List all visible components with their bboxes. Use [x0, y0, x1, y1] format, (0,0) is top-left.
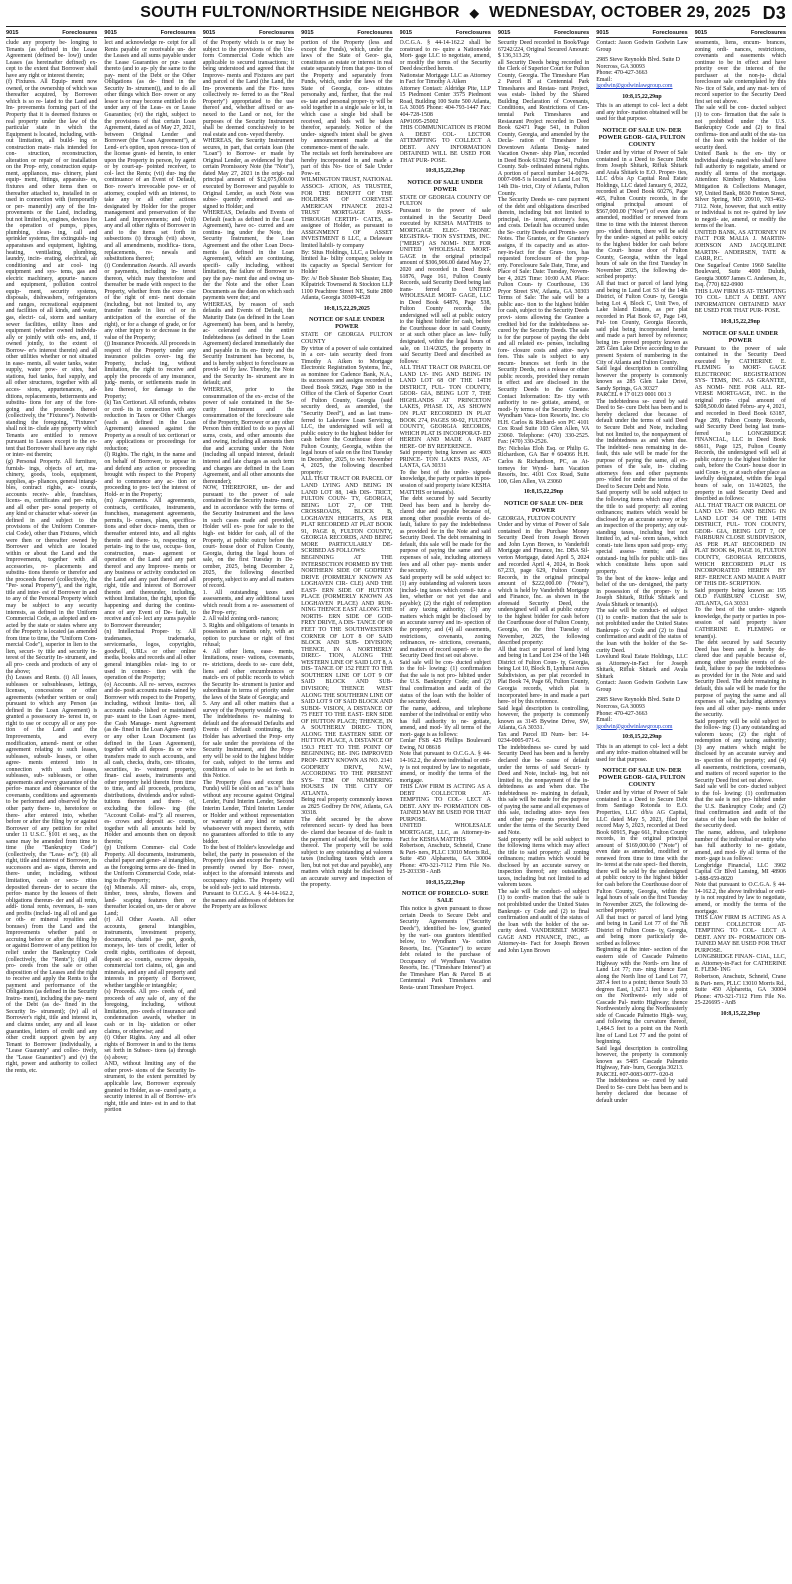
- legal-paragraph: Under and by virtue of Power of Sale contained in a Deed to Secure Debt from Santiago Rotonda to E.O. Properties, LLC d/b/a AG Capital, LLC dated May 5, 2023, filed for record May 5, 2023, recorded at Deed Book 60915, Page 661, Fulton County records, in the original principal amount of $169,000.00 ("Note") of even date as amended, modified or renewed from time to time with the in- terest at the rate speci- fied therein, there will be sold by the undersigned at public outcry to the highest bidder for cash before the Courthouse door of Fulton County, Georgia, within the legal hours of sale on the first Tuesday in November 2025, the following de- scribed property:: [596, 790, 688, 915]
- legal-paragraph: 3. Rights and obligations of tenants in possession as tenants only, with an option to purchase or right of first refusal;: [202, 622, 295, 649]
- legal-paragraph: (m) Agreements. All agreements, contracts, certificates, instruments, franchises, management agreements, permits, li- censes, plans, specifica- tions and other docu- ments, then or thereafter entered into, and all rights therein and there- to, respecting or pertain- ing to the use, occupa- tion, construction, man- agement or operation of the Land and any part thereof and any Improve- ments or any business or activity conducted on the Land and any part thereof and all right, title and interest of Borrower therein and thereunder, including, without limitation, the right, upon the happening and during the continu- ance of any Event of De- fault, to receive and col- lect any sums payable to Borrower thereunder;: [104, 498, 196, 629]
- category-code: 9015: [301, 30, 314, 36]
- legal-paragraph: (q) Minerals. All miner- als, crops, timber, trees, shrubs, flowers and land- scaping features then or thereafter located on, un- der or above Land;: [104, 884, 196, 917]
- legal-paragraph: Said property being known as: 4003 PRINCE- TON LAKES PASS, AT- LANTA, GA 30331: [399, 450, 491, 470]
- legal-paragraph: Contact: Jason Godwin Godwin Law Group: [596, 40, 688, 53]
- classified-columns: [6, 30, 786, 1580]
- legal-paragraph: This notice is given pursuant to those certain Deeds to Secure Debt and Security Agreements ("Security Deeds"), identified be- low, granted by the vari- ous grantors identified below, to Wyndham Va- cation Resorts, Inc. ("Grantee") to secure debt related to the purchase of Occupancy of Wyndham Vacation Resorts, Inc. ("Timeshare Interest") at the Timeshare Plan & Parcel B at Centennial Park Timeshares and Resta- urant Timeshare Project.: [399, 906, 491, 991]
- legal-paragraph: AND, without limiting any of the other provi- sions of the Security In- strument, to the extent permitted by applicable law, Borrower expressly granted to Holder, as se- cured party, a security interest in all of Borrow- er's right, title and inter- est in and to that portion: [104, 1061, 196, 1114]
- legal-paragraph: (j) Insurance Proceeds. All proceeds in respect of the Property under any insurance policies cover- ing the Property, includ- ing, without limitation, the right to receive and apply the proceeds of any insurance, judg- ments, or settlements made in lieu thereof, for damage to the Property;: [104, 341, 196, 400]
- category-name: Foreclosures: [62, 30, 98, 36]
- category-code: 9015: [694, 30, 708, 36]
- legal-paragraph: This is an attempt to col- lect a debt and any infor- mation obtained will be used for that purpose.: [596, 743, 688, 763]
- legal-paragraph: UNITED BANK, AS ATTORNEY IN FACT FOR MALIA J. MARTIN- JOHNSON AND JACQUELINE MARTIN- ANDERSEN, TATE & CARR, P.C.: [694, 229, 786, 263]
- legal-paragraph: The indebtedness re- maining to default and the aforesaid Defaults and Events of Default continuing, the Holder has advertised the Prop- erty for sale under the provisions of the Security Instrument, and the Prop- erty will be sold to the highest bidder for cash, subject to the terms and conditions of sale to be set forth in this Notice.: [202, 714, 295, 780]
- category-name: Foreclosures: [258, 30, 295, 36]
- legal-paragraph: Security Deed recorded in Book/Page 67242/224, Original Secured Amount: $ 136,313.29;: [497, 40, 590, 60]
- email-link[interactable]: jgodwin@godwinlawgroup.com: [596, 723, 673, 730]
- category-code: 9015: [497, 30, 511, 36]
- legal-paragraph: lect and acknowledge re- ceipt for all Rents payable or receivable un- der the Leases and all sums payable under the Lease Guaranties or pur- suant thereto (and to ap- ply the same to the pay- ment of the Debt or the Other Obligations (as de- fined in the Security In- strument)), and to do all other things which Bor- rower or any lessor is or may become entitled to do under any of the Leas- es or Lease Guaranties; (vi) the right, subject to the provisions of that certain Loan Agreement, dated as of May 27, 2021, between Original Lender and Borrower (the "Loan Agreement"), at Lend- er's option, upon revoca- tion of the license grant- ed herein, to enter upon the Property in person, by agent or by court-ap- pointed receiver, to col- lect the Rents; (vii) dur- ing the continuance of an Event of Default, Bor- rower's irrevocable pow- er of attorney, coupled with an interest, to take any or all other actions designated by Holder for the proper management and preservation of the Land and Improvements; and (viii) any and all other rights of Borrower in and to the items set forth in subsections (i) through (vii) above, and all amendments, modifica- tions, replacements, re- newals and substitutions thereof;: [104, 40, 196, 263]
- legal-paragraph: (g) Personal Property. All furniture, furnish- ings, objects of art, ma- chinery, goods, tools, equipment, supplies, ap- pliances, general intangi- bles, contract rights, ac- counts, accounts receiv- able, franchises, licens- es, certificates and per- mits, and all other per- sonal property of any kind or character what- soever (as defined in and subject to the provisions of the Uniform Commer- cial Code), other than Fixtures, which were then or thereafter owned by Borrower and which are located within or about the Land and the Improvements, together with all accessories, re- placements and substitu- tions thereto or therefor and the proceeds thereof (collectively, the "Per- sonal Property"), and the right, title and inter- est of Borrower in and to any of the Personal Property which may be subject to any security interests, as defined in the Uniform Commercial Code, as adopted and en- acted by the state or states where any of the Property is located (as amended from time to time, the "Uniform Com- mercial Code"), superior in lien to the lien, securi- ty title and security in- terest of the Security In- strument, and all pro- ceeds and products of any of the above;: [6, 459, 98, 675]
- legal-paragraph: The debt secured by said Security Deed has been and is hereby de- clared due and payable because of, among other possible events of de- fault, failure to pay the indebtedness as provided for in the Note and said Security Deed. The debt remaining in default, this sale will be made for the purpose of paying the same and all expenses of sale, including attorneys fees and all other pay- ments under the security.: [694, 640, 786, 719]
- legal-paragraph: all Security Deeds being recorded in the Clerk of Superior Court for Fulton County, Georgia. The Timeshare Plan 2 Parcel B at Centennial Park Timeshares and Restau- rant Project, was estab- lished by the Shared Building Declaration of Covenants, Conditions, and Restrictions of Cen- tennial Park Timeshares and Restaurant Project recorded in Deed Book 62471 Page 541, in Fulton County, Georgia, and amended by the Decla- ration of Timeshare for Downtown Atlanta Desig- nated Vacation Owner- ship Plan, recorded in Deed Book 61302 Page 541, Fulton County. Sub- ordinated mineral rights. A portion of parcel number 14-0079-0007-098-5 is located in Land Lot 78, 14th Dis- trict, City of Atlanta, Fulton County.: [497, 59, 590, 197]
- legal-paragraph: (k) Tax Certiorari. All refunds, rebates or cred- its in connection with any reduction in Taxes or Other Charges (each as defined in the Loan Agreement) assessed against the Property as a result of tax certiorari or any applications or proceedings for reduction;: [104, 400, 196, 452]
- publication-dates: 10:8,15,22,29np: [425, 168, 465, 175]
- legal-paragraph: Cenlar FSB 425 Phillips Boulevard Ewing, NJ 08618: [399, 738, 491, 751]
- classified-column: [104, 30, 195, 1580]
- legal-paragraph: Lovelund Real Estate Holdings, LLC as Attorney-in-Fact for Joseph Shitark, Rifluk Shitark and Avala Shitark: [596, 654, 688, 680]
- legal-paragraph: STATE OF GEORGIA FULTON COUNTY: [301, 332, 393, 345]
- legal-paragraph: portion of the Property (less and except the Funds), which, under the laws of the State of Geor- gia, constitutes an estate or interest in real estate separately from that por- tion of the Property and separately from Funds, which, under the laws of the State of Georgia, con- stitutes personalty and, further, that the real es- tate and personal proper- ty will be sold together in a single sale or lot, in which case a single bid shall be received, and bids will be taken therefor, separately. Notice of the under- signed's intent shall be given by announcement made at the commence- ment of the sale.: [301, 40, 393, 151]
- legal-paragraph: 2. All valid zoning ordi- nances;: [202, 616, 279, 623]
- category-code: 9015: [104, 30, 117, 36]
- address-line: Phone: 470-427-3663: [596, 70, 648, 77]
- legal-paragraph: O.C.G.A. § 44-14-162.2 shall be construed to re- quire a Nationwide Mort- gage LLC to negotiate, amend, or modify the terms of the Security Deed described herein.: [399, 40, 491, 73]
- legal-paragraph: BEGINNING AT THE INTERSECTION FORMED BY THE NORTHERN SIDE OF GODFREY DRIVE (FORMERLY KNOWN AS LOGHAVEN CIR- CLE) AND THE EAST- ERN SIDE OF HUTTON PLACE (FORMERLY KNOWN AS LOGHAVEN PLACE) AND RUN- NING THENCE EAST ALONG THE NORTH- ERN SIDE OF GOD- FREY DRIVE, A DIS- TANCE OF 60 FEET TO THE SOUTHWESTERN CORNER OF LOT 8 OF SAID BLOCK AND SUB- DIVISION; THENCE, IN A NORTHERLY DIREC- TION, ALONG THE WESTERN LINE OF SAID LOT 8, A DIS- TANCE OF 152 FEET TO THE SOUTHERN LINE OF LOT 9 OF SAID BLOCK AND SUB- DIVISION; THENCE WEST ALONG THE SOUTHERN LINE OF SAID LOT 9 OF SAID BLOCK AND SUBDI- VISION, A DISTANCE OF 75 FEET TO THE EAST- ERN SIDE OF HUTTON PLACE; THENCE, IN A SOUTHERLY DIREC- TION, ALONG THE EASTERN SIDE OF HUTTON PLACE, A DISTANCE OF 150.3 FEET TO THE POINT OF BEGINNING; BE- ING IMPROVED PROP- ERTY KNOWN AS NO. 2141 GODFREY DRIVE, N.W., ACCORDING TO THE PRESENT SYS- TEM OF NUMBERING HOUSES IN THE CITY OF ATLANTA.: [301, 555, 393, 797]
- legal-paragraph: Said legal description is controlling however, the property is commonly known as 5485 Cascade Palmetto Highway, Fair- burn, Georgia 30213.: [596, 1045, 688, 1072]
- legal-paragraph: Said sale will be con- ducted subject to the fol- lowing: (1) confirmation that the sale is not pro- hibited under the U.S. Bankruptcy Code; and (2) final confirmation and audit of the status of the loan with the holder of the security deed.: [694, 784, 786, 830]
- legal-paragraph: GEORGIA, FULTON COUNTY: [497, 515, 576, 522]
- category-code: 9015: [399, 30, 412, 36]
- category-name: Foreclosures: [750, 30, 786, 36]
- notice-heading: NOTICE OF FORECLO- SURE SALE: [401, 890, 489, 905]
- column-category-header: [596, 30, 687, 38]
- legal-paragraph: WHEREAS, by reason of such defaults and Events of Default, the Maturity Date (as defined in the Loan Agreement) has been, and is hereby, ac- celerated and the entire Indebtedness (as defined in the Loan Agreement) declared immediately due and payable in its en- tirety and the Security Instrument has become, is, and is hereby subject to foreclosure as provid- ed by law. Thereby, the Note and the Security In- strument are in default; and: [202, 301, 295, 387]
- legal-paragraph: LONGBRIDGE FINAN- CIAL, LLC, as Attorney-in-Fact for CATHERINE E. FLEM- ING: [694, 954, 786, 974]
- category-name: Foreclosures: [554, 30, 590, 36]
- legal-paragraph: Nationstar Mortgage LLC as Attorney in Fact for Timothy A Aiken: [399, 72, 491, 86]
- column-category-header: [104, 30, 195, 38]
- classified-column: [6, 30, 97, 1580]
- legal-paragraph: WHEREAS, the Security Instrument secures, in part, that certain loan (the "Loan") to Borrow- er made by Original Lender, as evidenced by that certain Promissory Note (the "Note"), dated May 27, 2021 in the origi- nal principal amount of $12,075,000.00 executed by Borrower and payable to Original Lender, as such Note was subse- quently endorsed and as- signed to Holder; and: [202, 138, 295, 210]
- legal-paragraph: ALL THAT TRACT OR PARCEL OF LAND LY- ING AND BEING IN LAND LOT 34 OF THE 14TH DISTRICT, FUL- TON COUNTY, GEOR- GIA, BEING LOT 7, OF FAIRBURN CLOSE SUBDIVISION, AS PER PLAT RECORDED IN PLAT BOOK 84, PAGE 16, FULTON COUNTY, GEORGIA RECORDS, WHICH RECORDED PLAT IS INCORPORATED HEREIN BY REF- ERENCE AND MADE A PART OF THIS DE- SCRIPTION.: [694, 502, 786, 588]
- publication-dates: 10:8,15,22,29np: [425, 879, 465, 886]
- legal-paragraph: The recitals set forth hereinabove are hereby incorporated in and made a part of this No- tice of Sale Under Pow- er.: [301, 151, 393, 177]
- column-category-header: [6, 30, 97, 38]
- legal-paragraph: PARCEL #07-0083-0077- 020-8: [596, 1071, 674, 1078]
- legal-paragraph: Under and by virtue of Power of Sale contained in the Purchase Money Security Deed from Joseph Brown and John Lynn Brown, to Vanderbilt Mortgage and Finance, Inc. DBA Sil- verton Mortgage, dated April 5, 2024 and recorded April 4, 2024, in Book 67,233, page 629, Fulton County Records, in the original principal amount of $222,000.00 ("Note"), which is held by Vanderbilt Mortgage and Finance, Inc. as shown in the aforesaid Security Deed, the undersigned will sell at public outcry to the highest bidder for cash before the Courthouse door of Fulton County, Georgia, on the first Tuesday of November, 2025, the following described property:: [497, 522, 590, 647]
- legal-paragraph: Said legal description is controlling however the property is commonly known as 285 Glen Lake Drive, Sandy Springs, GA 30327: [596, 366, 688, 392]
- legal-paragraph: clude any property be- longing to Tenants (as defined in the Lease Agreement (defined be- low)) under Leases (as hereinafter defined) ex- cept to the extent that Borrower shall have any right or interest therein;: [6, 40, 98, 79]
- legal-paragraph: Under and by virtue of Power of Sale contained in a Deed to Secure Debt from Joseph Shitark, Rifluk Shitark and Arala Shitark to E.O. Proper- ties, LLC d/b/a Ap Capital Real Estate Holdings, LLC dated January 6, 2022, recorded at Deed Book 60276, Page 465, Fulton County records, in the original principal amount of $567,000.00 ("Note") of even date as amended, modified or renewed from time to time with the interest thereon pro- vided therein, there will be sold by the under- signed at public outcry to the highest bidder for cash before the Court- house door of Fulton County, Georgia, within the legal hours of sale on the first Tuesday in November 2025, the following de- scribed property:: [596, 150, 688, 281]
- legal-paragraph: The debt secured by said Security Deed has been and is hereby de- clared due and payable because of, among other possible events of de- fault, failure to pay the indebtedness as provided for in the Note and said Security Deed. The debt remaining in default, this sale will be made for the purpose of paying the same and all expenses of sale, including attorneys fees and all other pay- ments under the security.: [399, 496, 491, 575]
- legal-paragraph: of the Property which is or may be subject to the provisions of the Uni- form Commercial Code which are applicable to secured transactions; it being understood and agreed that the Improve- ments and Fixtures are part and parcel of the Land (the Land, the Im- provements and the Fix- tures collectively re- ferred to as the "Real Property") appropriated to the use thereof and, whether affixed or an- nexed to the Land or not, for the purposes of the Security Instrument shall be deemed conclusively to be real estate and con- veyed thereby.: [202, 40, 295, 138]
- legal-paragraph: The indebtedness se- cured by said Security Deed has been and is hereby declared due be- cause of default under the terms of said Securi- ty Deed and Note, includ- ing, but not limited to, the nonpayment of the in- debtedness as and when due. The indebtedness re- maining in default, this sale will be made for the purpose of paying the same and all expenses of this sale, including attor- neys fees and other pay- ments provided for under the terms of the Security Deed and Note.: [497, 744, 590, 836]
- legal-paragraph: Said property will be sold subject to: (1) any outstanding ad valorem taxes (includ- ing taxes which consti- tute a lien, whether or not yet due and payable); (2) the right of redemption of any taxing authority; (3) any matters which might be disclosed by an accurate survey and in- spection of the property; and (4) all easements, restrictions, covenants, zoning ordinances, re- strictions, covenants, and matters of record superi- or to the Security Deed first set out above.: [399, 574, 491, 660]
- legal-paragraph: Tax and Parcel ID Num- ber: 14-0234-0005-071-6.: [497, 731, 590, 745]
- legal-paragraph: The Security Deeds se- cure payment of the debt and obligations described therein, including but not limited to principal, in- terest, attorney's fees, and costs. Default has occurred under the Se- curity Deeds and Promis- sory Notes. The Grantee, or the Grantee's assigns, if its capacity and as attor- ney-in-fact for the Gran- tors, has requested foreclosure of the prop- erty. Foreclosure Sale Date, Time, and Place of Sale: Date: Tuesday, Novem- ber 4, 2025 Time: 10:00 A.M. Place: Fulton Coun- ty Courthouse, 136 Pryor Street SW, Atlanta, GA 30303 Terms of Sale: The sale will be a public auc- tion to the highest bidder for cash, subject to the Security Deeds provi- sions allowing the Grantee a credited bid for the indebtedness se- cured by the Security Deeds. The sale is for the purpose of paying the debt and all related ex- penses, including fore- closure costs and attor- ney's fees. This sale is subject to any encum- brances set forth in the Security Deeds, not a release or other public records, provided they remain in effect and are disclosed in the Security Deeds to the Grantee. Contact Information: En- tity with authority to ne- gotiate, amend, or modi- fy terms of the Security Deeds: Wyndham Vaca- tion Resorts, Inc. c/o H.H. Carlos & Richard- son PC 4101 Cox Road Suite 103 Glen Allen, VA 23060. Telephone: (470) 330-2525. Fax: (470) 330-2526.: [497, 197, 590, 446]
- legal-paragraph: ALL THAT TRACT OR PARCEL OF LAND LYING AND BEING IN LAND LOT 88, 14th DIS- TRICT, FULTON COUN- TY, GEORGIA, BEING LOT 27, OF THE CROSSROADS, BLOCK B, LOGHAVEN HEIGHTS, AS PER PLAT RECORDED AT PLAT BOOK 91, PAGE 8, FULTON COUNTY, GEORGIA RECORDS, AND BEING MORE PARTICULARLY DE- SCRIBED AS FOLLOWS:: [301, 476, 393, 555]
- email-label: Email:: [596, 76, 612, 83]
- address-line: 2985 Steve Reynolds Blvd. Suite D Norcross, GA 30093: [596, 57, 681, 70]
- legal-paragraph: The sale will be conduct- ed subject (1) to confir- mation that the sale is not prohibited under the United States Bankrupt- cy Code and (2) to final confirmation and audit of the status of the loan with the holder of the se- curity deed. VANDERBILT MORT- GAGE AND FINANCE, INC., as Attorney-in- Fact for Joseph Brown and John Lynn Brown: [497, 888, 590, 954]
- legal-paragraph: The debt secured by the above referenced securi- ty deed has been de- clared due because of de- fault in the payment of said debt, for the terms thereof. The property will be sold subject to any outstanding ad valorem taxes (including taxes which are a lien, but not yet due and payable), any matters which might be disclosed by an accurate survey and inspection of the property.: [301, 816, 393, 889]
- legal-paragraph: By virtue of a power of sale contained in a cer- tain security deed from Timothy A Aiken to Mortgage Electronic Registration Systems, Inc., as nominee for Cadence Bank, N.A., its successors and assigns recorded in Deed Book 59626, Page 380 in the Office of the Clerk of Superior Court of Fulton County, Georgia (said security deed, as amended, the "Security Deed"), and as last trans- ferred to Lakeview Loan Servicing, LLC, the undersigned will sell at public outcry to the highest bidder for cash before the Courthouse door of Fulton County, Georgia, within the legal hours of sale on the first Tuesday in December, 2025, to wit: November 4, 2025, the following described property:: [301, 345, 393, 476]
- email-label: Email:: [596, 717, 612, 724]
- legal-paragraph: (s) Proceeds. All pro- ceeds of, and proceeds of any sale of, any of the foregoing, including, without limitation, pro- ceeds of insurance and condemnation awards, whether in cash or in liq- uidation or other claims, or otherwise; and: [104, 989, 196, 1035]
- legal-paragraph: sessments, liens, encum- brances, zoning ordi- nances, restrictions, covenants and easements which continue to be in effect and have priority over the interest of the purchaser at the non-ju- dicial foreclosure sale contemplated by this No- tice of Sale, and any mat- ters of record superior to the Security Deed first set out above.: [694, 40, 786, 105]
- legal-paragraph: Being real property commonly known as 2825 Godfrey Dr NW, Atlanta, GA 30318.: [301, 797, 393, 817]
- legal-paragraph: Said property will be sold subject to the follow- ing: (1) any outstanding ad valorem taxes; (2) the right of redemption of any taxing authority; (3) any matters which might be disclosed by an accurate survey and in- spection of the property; and (4) all easements, restrictions, covenants, and matters of record superior to the Security Deed first set out above.: [694, 718, 786, 784]
- column-category-header: [498, 30, 589, 38]
- column-category-header: [695, 30, 786, 38]
- legal-paragraph: United Bank is the en- tity or individual desig- nated who shall have full authority to negotiate, amend or modify all terms of the mortgage. Attention: Kimberly Mattson, Loss Mitigation & Collections Manager, VP, United Bank, 8630 Fenton Street, Silver Spring, MD 20910, 703-462-7112. Note, however, that such entity or individual is not re- quired by law to negoti- ate, amend, or modify the terms of the loan.: [694, 151, 786, 230]
- classified-column: [695, 30, 786, 1580]
- legal-paragraph: 4. All other liens, ease- ments, limitations, reser- vations, covenants, re- strictions, deeds to se- cure debt, liens and other encumbrances or match- ers of public records to which the Security In- strument is junior and subordinate in terms of priority under the laws of the State of Georgia; and: [202, 648, 295, 701]
- legal-paragraph: Beginning at the inter- section of the eastern side of Cascade Palmetto Highway with the North- ern line of Land Lot 77; run- ning thence East along the North line of Land Lot 77, 287.4 feet to a point; thence South 33 degrees East, 1,627.1 feet to a point on the Northwest- erly side of Cascade Pal- metto Highway; thence Northwesterly along the Northeasterly side of Cascade Palmetto High- way, and following the curvature thereof, 1,484.5 feet to a point on the North line of Land Lot 77 and the point of beginning.: [596, 947, 688, 1046]
- legal-paragraph: (t) Other Rights. Any and all other rights of Borrower in and to the items set forth in Subsec- tions (a) through (s) above;: [104, 1035, 196, 1061]
- legal-paragraph: (l) Rights. The right, in the name and on behalf of Borrower, to appear in and defend any action or proceeding brought with respect to the Property and to commence any ac- tion or proceeding to pro- tect the interest of Hold- er in the Property;: [104, 452, 196, 498]
- legal-paragraph: The Property (less and except the Funds) will be sold on an "as is" basis without any recourse against Original Lender, Fund Interim Lender, Second Interim Lender, Third Interim Lender or Holder and without representation or warranty of any kind or nature whatsoever with respect thereto, with no guarantees afforded to title to any bidder.: [202, 779, 295, 845]
- legal-paragraph: ALL THAT TRACT OR PARCEL OF LAND LY- ING AND BEING IN LAND LOT 68 OF THE 14TH DISTRICT, FUL- TON COUNTY, GEOR- GIA, BEING LOT 7, THE HIGHLANDS AT PRINCETON LAKES, PHASE IX, AS SHOWN ON PLAT RECORDED IN PLAT BOOK 274, PAGES 90-92, FULTON COUNTY, GEORGIA RECORDS, WHICH PLAT IS INCORPORAT- ED HEREIN AND MADE A PART HERE- OF BY REFERENCE.: [399, 365, 491, 450]
- legal-paragraph: Said property will be sold subject to the following items which may affect the title to said property: all zoning ordinances; matters which would be disclosed by an accurate survey or inspection thereof; any outstanding taxes, including but not limited to ad valorem taxes.: [497, 836, 590, 889]
- legal-paragraph: To the best of the under- signeds knowledge, the party or parties in pos- session of said property is/are KESHA MATTHIS or tenant(s).: [399, 469, 491, 496]
- classified-column: [596, 30, 687, 1580]
- legal-paragraph: Attorney Contact: Aldridge Pite, LLP 15 Piedmont Center 3575 Piedmont Road, Building 100 Suite 500 Atlanta, GA 30305 Phone: 404-793-1447 Fax: 404-728-1508: [399, 85, 491, 119]
- section-title: SOUTH FULTON/NORTHSIDE NEIGHBOR: [140, 4, 460, 21]
- category-name: Foreclosures: [160, 30, 196, 36]
- legal-paragraph: By: Situs Holdings, LLC, a Delaware limited lia- bility company, solely in its capacity as Special Servicer for Holder: [301, 249, 393, 276]
- classified-column: [301, 30, 392, 1580]
- publication-dates: 10:8,15,22,29np: [622, 734, 662, 741]
- legal-paragraph: Contact: Jason Godwin Godwin Law Group: [596, 680, 688, 693]
- legal-paragraph: THIS COMMUNICATION IS FROM A DEBT COL- LECTOR ATTEMPTING TO COLLECT A DEBT. ANY INFORMATION OBTAINED WILL BE USED FOR THAT PUR- POSE.: [399, 125, 491, 164]
- column-category-header: [400, 30, 491, 38]
- legal-paragraph: To the best of Holder's knowledge and belief, the party in possession of the Property (less and except the Funds) is presently owned by Bor- rower, subject to the aforesaid interests and occupancy rights. The Property will be sold sub- ject to said interests.: [202, 845, 295, 891]
- legal-paragraph: Robertson, Anschutz, Schneid, Crane & Part- ners, PLLC 13010 Morris Rd., Suite 450 Alpharetta, GA 30004 Phone: 470-321-7112 Firm File No. 25-226695 - AnB: [694, 974, 786, 1007]
- publication-dates: 10:8,15,22,29,2025: [323, 305, 370, 312]
- email-link[interactable]: jgodwin@godwinlawgroup.com: [596, 83, 673, 90]
- legal-paragraph: Longbridge Financial, LLC 3902 Capital Cir Blvd Lansing, MI 48906 1-888-659-8020: [694, 862, 786, 882]
- page-number: D3: [762, 2, 786, 23]
- category-code: 9015: [202, 30, 216, 36]
- legal-paragraph: Note that pursuant to O.C.G.A. § 44-14-162.2, the above individual or enti- ty is not required by law to negotiate, amend, or modify the terms of the mortgage.: [694, 882, 786, 915]
- legal-paragraph: By: Nicholas Eloh Esq. or Philip G. Richardson, GA Bar # 604066 H.H. Carlos & Richardson, PC, as At- torneys for Wynd- ham Vacation Resorts, Inc. 4101 Cox Road, Suite 100, Glen Allen, VA 23060: [497, 445, 590, 485]
- publication-dates: 10:8,15,22,29np: [720, 318, 761, 325]
- legal-paragraph: All that tract or parcel of land lying and being in Land Lot 53 of the 14th District, of Fulton Coun- ty, Georgia being Lot 4, Block C, Unit Two, of Lake Island Estates, as per plat recorded in Plat Book 67, Page 149, Ful- ton County, Georgia Records, said plat being incorporated herein and made a part hereof by reference; being im- proved property known as 285 Glen Lake Drive according to the present System of numbering in the City of Atlanta and Fulton County.: [596, 280, 688, 366]
- legal-paragraph: (o) Accounts. All re- serves, escrows and de- posit accounts main- tained by Borrower with respect to the Property, including, without limita- tion, all accounts estab- lished or maintained pur- suant to the Loan Agree- ment, the Cash Manage- ment Agreement (as de- fined in the Loan Agree- ment) or any other Loan Document (as defined in the Loan Agreement), together with all depos- its or wire transfers made to such accounts, and all cash, checks, drafts, cer- tificates, securities, in- vestment property, finan- cial assets, instruments and other property held therein from time to time, and all proceeds, products, distributions, dividends and/or substi- tutions thereon and there- of, excluding the follow- ing (the "Account Collat- eral"): all reserves, es- crows and deposit ac- counts, together with all amounts held by Holder and amounts then on deposit therein;: [104, 681, 196, 845]
- legal-paragraph: Note that pursuant to O.C.G.A. § 44-14-162.2, the above individual or enti- ty is not required by law to negotiate, amend, or modify the terms of the mortgage.: [399, 751, 491, 784]
- legal-paragraph: 5. Any and all other matters that a survey of the Property would re- veal.: [202, 701, 295, 714]
- legal-paragraph: (f) Fixtures. All Equip- ment now owned, or the ownership of which was thereafter acquired, by Borrower which is so re- lated to the Land and Im- provements forming part of the Property that it is deemed fixtures or real property under the law of the particular state in which the Equipment is located, including, with- out limitation, all build- ing or construction mate- rials intended for con- struction, reconstruction, alteration or repair of or installation on the Prop- erty, construction equip- ment, appliances, ma- chinery, plant equip- ment, fittings, apparatus- es, fixtures and other items then or thereafter attached to, installed in or used in connection with (temporarily or per- manently) any of the Im- provements or the Land, including, but not limited to, engines, devices for the operation of pumps, pipes, plumbing, clean- ing, call and sprinkler systems, fire extinguish- ing apparatuses and equipment, lighting, heating, ventilating, plumbing, laundry, incin- erating, electrical, air conditioning and air cool- ing equipment and sys- tems, gas and electric machinery, appurte- nances and equipment, pollution control equip- ment, security systems, disposals, dishwashers, refrigerators and ranges, recreational equipment and facilities of all kinds, and water, gas, electri- cal, storm and sanitary sewer facilities, utility lines and equipment (whether owned individu- ally or jointly with oth- ers, and, if owned jointly, to the extent of Borrow- er's interest therein) and all other utilities whether or not situated in ease- ments, all water tanks, water supply, water pow- er sites, fuel stations, fuel tanks, fuel supply, and all other structures, together with all acces- sions, appurtenances, ad- ditions, replacements, betterments and substitu- tions for any of the fore- going and the proceeds thereof (collectively, the "Fixtures"). Notwith- standing the foregoing, "Fixtures" shall not in- clude any property which Tenants are entitled to remove pursuant to Leases except to the ex- tent that Borrower shall have any right or inter- est therein;: [6, 79, 98, 459]
- notice-heading: NOTICE OF SALE UNDER POWER: [407, 178, 483, 193]
- category-code: 9015: [6, 30, 19, 36]
- address-line: 2985 Steve Reynolds Blvd. Suite D Norcross, GA 30093: [596, 697, 681, 710]
- legal-paragraph: To the best of the know- ledge and belief of the un- dersigned, the party in possession of the proper- ty is Joseph Shitark, Rifluk Shitark and Avala Shitark or tenant(s).: [596, 575, 688, 608]
- legal-paragraph: Robertson, Anschutz, Schneid, Crane & Part- ners, PLLC 13010 Morris Rd., Suite 450 Alpharetta, GA 30004 Phone: 470-321-7112 Firm File No. 25-203338 - AnB: [399, 843, 491, 876]
- legal-paragraph: By: /s/ Bob Shuster Bob Shuster, Esq. Kilpatrick Townsend & Stockton LLP 1100 Peachtree Street NE, Suite 2800 Atlanta, Georgia 30309-4528: [301, 275, 393, 302]
- legal-paragraph: UNITED WHOLESALE MORTGAGE, LLC, as Attorney-in-Fact for KESHA MATTHIS: [399, 823, 491, 843]
- email-line: [596, 717, 687, 730]
- legal-paragraph: (n) Intellectual Proper- ty. All tradenames, trademarks, servicemarks, logos, copyrights, goodwill, URLs or other online media, books and records and all other general intangibles relat- ing to or used in connec- tion with the operation of the Property;: [104, 629, 196, 682]
- notice-heading: NOTICE OF SALE UN- DER POWER GEOR- GIA, FULTON COUNTY: [598, 127, 686, 149]
- legal-paragraph: 1. All outstanding taxes and assessments, and any additional taxes which result from a re- assessment of the Prop- erty;: [202, 589, 295, 616]
- legal-paragraph: This is an attempt to col- lect a debt and any infor- mation obtained will be used for that purpose.: [596, 103, 688, 123]
- legal-paragraph: (h) Leases and Rents. (i) All leases, subleases or subsubleases, lettings, licenses, concessions or other agreements (whether written or oral) pursuant to which any Person (as defined in the Loan Agreement) is granted a possessory in- terest in, or right to use or occupy all or any por- tion of the Land and the Improvements, and every modification, amend- ment or other agreement relating to such leases, subleases, subsub- leases, or other agree- ments entered into in connection with such leases, subleases, sub- subleases, or other agreements and every guarantee of the perfor- mance and observance of the covenants, conditions and agreements to be performed and observed by the other party there- to, heretofore or there- after entered into, whether before or after the filing by or against Borrower of any petition for relief under 11 U.S.C. §101 et seq., as the same may be amended from time to time (the "Bankruptcy Code") (collectively, the "Leas- es"); (ii) all right, title and interest of Borrower, its successors and as- signs, therein and there- under, including, without limitation, cash or secu- rities deposited thereun- der to secure the perfor- mance by the lessees of their obligations thereun- der and all rents, addi- tional rents, revenues, is- sues and profits (includ- ing all oil and gas or oth- er mineral royalties and bonuses) from the Land and the Improvements whether paid or accruing before or after the filing by or against Borrower of any petition for relief under the Bankruptcy Code (collectively, the "Rents"); (iii) all pro- ceeds from the sale or other disposition of the Leases and the right to receive and apply the Rents to the payment and performance of the Obligations (as defined in the Security Instru- ment), including the pay- ment of the Debt (as de- fined in the Security In- strument); (iv) all of Borrower's right, title and interest in, and claims under, any and all lease guaranties, letters of credit and any other credit support given by any Tenant to Borrower (individually, a "Lease Guaranty" and collec- tively, the "Lease Guaranties") and (v) the right, power and authority to collect the rents, etc.: [6, 675, 98, 1074]
- legal-paragraph: WHEREAS, Defaults and Events of Default (each as defined in the Loan Agreement), have oc- curred and are continu- ing under the Note, the Security Instrument, the Loan Agreement and the other Loan Docu- ments (as defined in the Loan Agreement), which are continuing, specifi- cally including, without limitation, the failure of Borrower to pay the pay- ment due and owing un- der the Note and the other Loan Documents as the dates on which such payments were due; and: [202, 210, 295, 302]
- page-header: [6, 0, 786, 27]
- legal-paragraph: The name, address, and telephone number of the individual or entity who has full authority to ne- gotiate, amend, and mod- ify all terms of the mort- gage is as follows:: [399, 705, 491, 738]
- legal-paragraph: Said legal description is controlling, however, the property is commonly known as 3145 Bywine Drive, SW, Atlanta, GA 30331.: [497, 705, 590, 732]
- contact-address: [596, 57, 687, 90]
- legal-paragraph: The name, address, and telephone number of the individual or entity who has full authority to ne- gotiate, amend, and mod- ify all terms of the mort- gage is as follows:: [694, 829, 786, 863]
- notice-heading: NOTICE OF SALE UNDER POWER: [309, 316, 385, 331]
- notice-heading: NOTICE OF SALE UNDER POWER: [702, 329, 779, 344]
- legal-paragraph: The sale will be con- ducted subject (1) to con- firmation that the sale is not prohibited under the U.S. Bankruptcy Code and (2) to final confirma- tion and audit of the sta- tus of the loan with the holder of the security deed.: [694, 105, 786, 151]
- legal-paragraph: THIS LAW FIRM IS ACTING AS A DEBT COLLECTOR AT- TEMPTING TO COL- LECT A DEBT. ANY IN- FORMATION OB- TAINED MAY BE USED FOR THAT PURPOSE.: [694, 915, 786, 954]
- category-name: Foreclosures: [357, 30, 393, 36]
- category-code: 9015: [596, 30, 609, 36]
- legal-paragraph: Said sale will be con- ducted subject to the fol- lowing: (1) confirmation that the sale is not pro- hibited under the U.S. Bankruptcy Code; and (2) final confirmation and audit of the status of the loan with the holder of the security deed.: [399, 659, 491, 706]
- legal-paragraph: THIS LAW FIRM IS ACTING AS A DEBT COLLECTOR AT- TEMPTING TO COL- LECT A DEBT. ANY IN- FORMATION OB- TAINED MAY BE USED FOR THAT PURPOSE.: [399, 784, 491, 823]
- legal-paragraph: The sale will be conduct- ed subject (1) to confir- mation that the sale is not prohibited under the United States Bankrupt- cy Code and (2) to final confirmation and audit of the status of the loan with the holder of the Se- curity Deed.: [596, 608, 688, 654]
- legal-paragraph: NOW, THEREFORE, un- der and pursuant to the power of sale contained in the Security Instru- ment, and in accordance with the terms of the Security Instrument and the laws in such cases made and provided, Holder will ex- pose for sale to the high- est bidder for cash, all of the Property, at public outcry before the court- house door of Fulton County, Georgia, during the legal hours of sale, on the first Tuesday in De- cember, 2025, being December 2, 2025, the following described property, subject to any and all matters of record.: [202, 485, 295, 590]
- legal-paragraph: Pursuant to O.C.G.A. § 44-14-162.2, the names and addresses of debtors for the Property are as follows:: [202, 891, 295, 911]
- legal-paragraph: All that tract or parcel of land lying and being in Land Lot 77 of the 7th District of Fulton Coun- ty, Georgia, and being more particularly de- scribed as follows:: [596, 914, 688, 947]
- classified-column: [498, 30, 589, 1580]
- legal-paragraph: (p) Uniform Commer- cial Code Property. All documents, instruments, chattel paper and gener- al intangibles, as the foregoing terms are de- fined in the Uniform Commercial Code, relat- ing to the Property;: [104, 845, 196, 884]
- contact-address: [596, 697, 687, 730]
- legal-paragraph: AP#1095-25002: [399, 118, 439, 125]
- legal-paragraph: To the best of the under- signeds knowledge, the party or parties in pos- session of said property is/are CATHERINE E. FLEMING or tenant(s).: [694, 607, 786, 640]
- legal-paragraph: PARCEL # 17 0123 0001 001 3: [596, 392, 672, 399]
- legal-paragraph: (i) Condemnation Awards. All awards or payments, including in- terest thereon, which may theretofore and thereafter be made with respect to the Property, whether from the exer- cise of the right of emi- nent domain (including, but not limited to, any transfer made in lieu of or in anticipation of the exercise of the right), or for a change of grade, or for any other injury to or decrease in the value of the Property;: [104, 262, 196, 341]
- legal-paragraph: WILMINGTON TRUST, NATIONAL ASSOCI- ATION, AS TRUSTEE, FOR THE BENEFIT OF THE HOLDERS OF COREVEST AMERICAN FINANCE 2021-2 TRUST MORTGAGE PASS- THROUGH CERTIFI- CATES, as assignee of Holder, as pursuant to ASSIGNMENT OF ASSET INVESTMENT 8 LLC, a Delaware limited liabili- ty company: [301, 177, 393, 249]
- category-name: Foreclosures: [652, 30, 688, 36]
- legal-paragraph: Said property being known as: 195 OLD FAIRBURN CLOSE SW, ATLANTA, GA 30331: [694, 587, 786, 607]
- legal-paragraph: Pursuant to the power of sale contained in the Security Deed executed by CATHERINE E. FLEMING to MORT- GAGE ELECTRONIC REGISTRATION SYS- TEMS, INC. AS GRANTEE, AS NOMI- NEE FOR ALL RE- VERSE MORTGAGE, INC. in the original prin- cipal amount of $208,500.00 dated Febru- ary 4, 2021, and recorded in Deed Book 63187, Page 289, Fulton County Records, said Security Deed being last trans- ferred to LONGBRIDGE FINANCIAL, LLC in Deed Book 68611, Page 125, Fulton County Records, the undersigned will sell at public outcry to the highest bidder for cash, before the Court- house door in said Coun- ty, or at such other place as lawfully designated, within the legal hours of sale, on 11/4/2025, the property in said Security Deed and described as follows:: [694, 345, 786, 503]
- email-line: [596, 77, 687, 90]
- legal-paragraph: The indebtedness se- cured by said Deed to Se- cure Debt has been and is hereby declared due because of default under the terms of said Deed to Secure Debt and Note, including but not limited to, the nonpayment of the indebtedness as and when due. The indebted- ness remaining in de- fault, this sale will be made for the purpose of paying the same, all ex- penses of the sale, in- cluding attorneys fees and other payments pro- vided for under the terms of the Deed to Secure Debt and Note.: [596, 398, 688, 490]
- address-line: Phone: 470-427-3663: [596, 710, 648, 717]
- publication-dates: 10:8,15,22,29np: [720, 1010, 761, 1017]
- classified-column: [203, 30, 294, 1580]
- legal-paragraph: All that tract or parcel of land lying and being in Land Lot 234 of the 14th District of Fulton Coun- ty, Georgia, being Lot 10, Block B, Lynhurst Acres Subdivision, as per plat recorded in Plat Book 74, Page 66, Fulton County, Georgia records, which plat is incorporated here- in and made a part here- of by this reference.: [497, 646, 590, 706]
- category-name: Foreclosures: [455, 30, 491, 36]
- column-category-header: [301, 30, 392, 38]
- column-category-header: [203, 30, 294, 38]
- legal-paragraph: THIS LAW FIRM IS AT- TEMPTING TO COL- LECT A DEBT. ANY INFORMATION OBTAINED MAY BE USED FOR THAT PUR- POSE.: [694, 288, 786, 315]
- legal-paragraph: WHEREAS, prior to the consummation of the ex- ercise of the power of sale contained in the Se- curity Instrument and the consummation of the foreclosure sale of the Property, Borrower or any other Person then entitled to do so pays all sums, costs, and other amounts due and owing, including all amounts then due and accruing under the Note (including all unpaid interest, default interest and late charges as such term and charges are defined in the Loan Agreement, and all other amounts due thereunder);: [202, 386, 295, 485]
- notice-heading: NOTICE OF SALE UN- DER POWER: [503, 499, 584, 514]
- notice-heading: NOTICE OF SALE UN- DER POWER GEOR- GIA, FULTON COUNTY: [598, 767, 686, 789]
- issue-date: WEDNESDAY, OCTOBER 29, 2025: [489, 4, 751, 21]
- legal-paragraph: The indebtedness se- cured by said Deed to Se- cure Debt has been and is hereby declared due because of default under: [596, 1078, 688, 1105]
- legal-paragraph: One Sugarloaf Centre 1960 Satellite Boulevard, Suite 4000 Duluth, Georgia 30097 James C. Andersen, Jr., Esq. (770) 822-0900: [694, 262, 786, 289]
- legal-paragraph: (r) All Other Assets. All other accounts, general intangibles, instruments, investment property, documents, chattel pa- per, goods, moneys, let- ters of credit, letter of credit rights, certificates of deposit, deposit ac- counts, escrow deposits, commercial tort claims, oil, gas and minerals, and any and all property and interests in property of Borrower, whether tangible or intangible;: [104, 917, 196, 989]
- header-separator: ◆: [469, 6, 480, 20]
- publication-dates: 10:8,15,22,29np: [523, 489, 564, 496]
- legal-paragraph: Said property will be sold subject to the following items which may affect the title to said property: all zoning ordinances; matters which would be disclosed by an accurate survey or by an inspection of the property; any out- standing taxes, including but not limited to, ad val- orem taxes, which consti- tute liens upon said prop- erty; special assess- ments; and all outstand- ing bills for public utili- ties which constitute liens upon said property.: [596, 490, 688, 576]
- publication-dates: 10:8,15,22,29np: [622, 93, 662, 100]
- legal-paragraph: STATE OF GEORGIA COUNTY OF FULTON: [399, 194, 491, 208]
- classified-column: [400, 30, 491, 1580]
- legal-paragraph: Pursuant to the power of sale contained in the Security Deed executed by KESHA MATTHIS to MORTGAGE ELEC- TRONIC REGISTRA- TION SYSTEMS, INC. ("MERS") AS NOMI- NEE FOR UNITED WHOLESALE MORT- GAGE in the original principal amount of $306,906.00 dated May 27, 2020 and recorded in Deed Book 61876, Page 161, Fulton County Records, said Security Deed being last trans- ferred to UNITED WHOLESALE MORT- GAGE, LLC in Deed Book 64876, Page 538, Fulton County records, the undersigned will sell at public outcry to the highest bidder for cash, before the Courthouse door in said County, or at such other place as law- fully designated, within the legal hours of sale, on 11/4/2025, the property in said Security Deed and described as follows:: [399, 208, 491, 365]
